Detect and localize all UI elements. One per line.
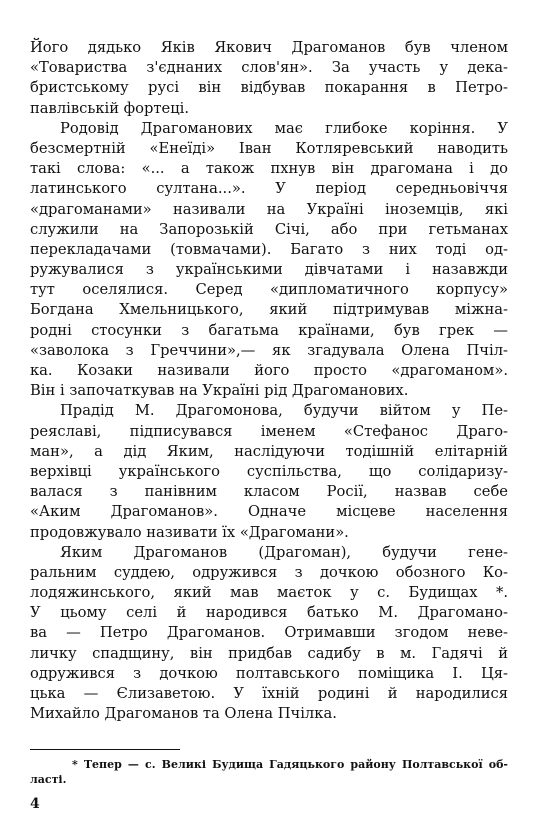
footnote-line: * Тепер — с. Великі Будища Гадяцького району Полтавської об- bbox=[72, 758, 508, 771]
text-line: Михайло Драгоманов та Олена Пчілка. bbox=[30, 705, 337, 723]
text-line: реяславі, підписувався іменем «Стефанос Драго- bbox=[30, 422, 508, 440]
text-line: «драгоманами» називали на Україні іноземців, які bbox=[30, 200, 508, 218]
text-line: продовжувало називати їх «Драгомани». bbox=[30, 523, 349, 541]
footnote-line: ласті. bbox=[30, 773, 67, 786]
text-line: одружився з дочкою полтавського поміщика І. Ця- bbox=[30, 664, 508, 682]
text-line: Родовід Драгоманових має глибоке коріння. У bbox=[60, 119, 508, 137]
text-line: Його дядько Яків Якович Драгоманов був членом bbox=[30, 39, 508, 56]
text-line: верхівці українського суспільства, що солідаризу- bbox=[30, 462, 508, 480]
text-line: безсмертній «Енеїді» Іван Котляревський наводить bbox=[30, 139, 508, 157]
body-text bbox=[30, 38, 508, 724]
text-line: цька — Єлизаветою. У їхній родині й народилися bbox=[30, 685, 508, 702]
text-line: Він і започаткував на Україні рід Драгоманових. bbox=[30, 382, 409, 400]
text-line: ральним суддею, одружився з дочкою обозного Ко- bbox=[30, 563, 508, 581]
text-line: У цьому селі й народився батько М. Драгомано- bbox=[30, 604, 508, 622]
text-line: «Аким Драгоманов». Одначе місцеве населення bbox=[30, 503, 508, 521]
footnote bbox=[30, 757, 508, 787]
text-line: валася з панівним класом Росії, назвав себе bbox=[30, 483, 508, 501]
text-line: ка. Козаки називали його просто «драгоманом». bbox=[30, 362, 508, 379]
text-line: личку спадщину, він придбав садибу в м. Гадячі й bbox=[30, 644, 508, 662]
text-line: павлівській фортеці. bbox=[30, 99, 190, 117]
text-line: лодяжинського, який мав маєток у с. Будищах *. bbox=[30, 584, 508, 602]
text-line: ва — Петро Драгоманов. Отримавши згодом неве- bbox=[30, 624, 508, 642]
text-line: тут оселялися. Серед «дипломатичного корпусу» bbox=[30, 281, 508, 299]
text-line: Богдана Хмельницького, який підтримував міжна- bbox=[30, 301, 508, 319]
text-line: перекладачами (товмачами). Багато з них тоді од- bbox=[30, 240, 508, 258]
text-line: родні стосунки з багатьма країнами, був грек — bbox=[30, 321, 508, 339]
text-line: бристському русі він відбував покарання в Петро- bbox=[30, 79, 508, 97]
text-line: Яким Драгоманов (Драгоман), будучи гене- bbox=[60, 543, 508, 561]
page-number: 4 bbox=[30, 796, 40, 812]
text-line: ман», а дід Яким, наслідуючи тодішній елітарній bbox=[30, 442, 508, 460]
text-line: латинського султана...». У період середньовіччя bbox=[30, 180, 508, 198]
text-line: «Товариства з'єднаних слов'ян». За участь у дека- bbox=[30, 59, 508, 77]
text-line: ружувалися з українськими дівчатами і назавжди bbox=[30, 261, 508, 279]
text-line: такі слова: «... а також пхнув він драгомана і до bbox=[30, 160, 508, 178]
text-line: Прадід М. Драгомонова, будучи війтом у Пе- bbox=[60, 402, 508, 420]
footnote-divider bbox=[30, 749, 180, 750]
text-line: «заволока з Греччини»,— як згадувала Олена Пчіл- bbox=[30, 341, 508, 359]
text-line: служили на Запорозькій Січі, або при гетьманах bbox=[30, 220, 508, 238]
